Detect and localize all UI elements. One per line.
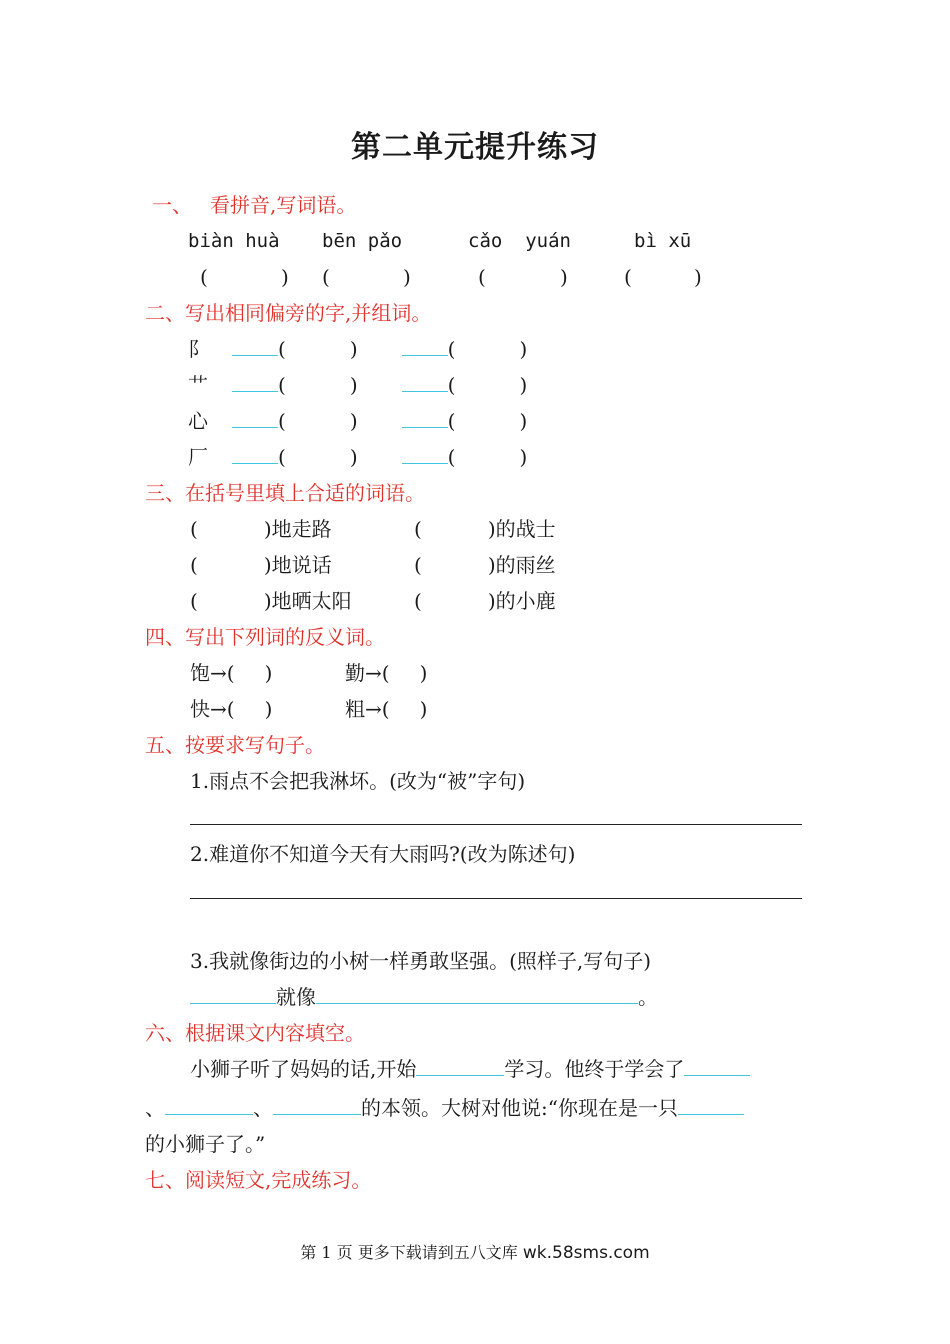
radical-label: 心	[188, 409, 208, 433]
fill-blank[interactable]	[232, 445, 278, 464]
fill-blank[interactable]	[402, 337, 448, 356]
passage-line-2	[145, 1096, 744, 1120]
phrase-left: 地说话	[271, 553, 332, 577]
paren-close: )	[263, 553, 272, 577]
section-1-number: 一、	[152, 193, 192, 217]
paren-close: )	[519, 373, 528, 397]
page-title: 第二单元提升练习	[351, 130, 599, 165]
radical-label: 阝	[188, 337, 208, 361]
passage-line-3: 的小狮子了。”	[145, 1132, 266, 1156]
answer-paren-4-close: )	[694, 265, 702, 289]
footer-site-link[interactable]: wk.58sms.com	[522, 1243, 650, 1263]
paren-close: )	[263, 517, 272, 541]
paren-close: )	[349, 373, 358, 397]
paren-open: (	[447, 337, 456, 361]
fill-row	[190, 553, 332, 577]
passage-text: 、	[253, 1096, 273, 1120]
paren-open: (	[414, 589, 422, 613]
fill-blank[interactable]	[165, 1096, 253, 1115]
paren-close: )	[263, 589, 272, 613]
paren-close: )	[419, 661, 428, 685]
section-6-heading: 六、根据课文内容填空。	[145, 1021, 365, 1045]
phrase-left: 地晒太阳	[271, 589, 352, 613]
antonym-word: 快→(	[190, 697, 235, 721]
passage-text: 、	[145, 1096, 165, 1120]
fill-blank[interactable]	[316, 985, 638, 1004]
answer-paren-2-close: )	[403, 265, 411, 289]
section-4-heading: 四、写出下列词的反义词。	[145, 625, 385, 649]
fill-blank[interactable]	[402, 409, 448, 428]
paren-close: )	[487, 589, 496, 613]
section-1-heading	[152, 193, 356, 217]
paren-open: (	[447, 373, 456, 397]
section-3-heading: 三、在括号里填上合适的词语。	[145, 481, 425, 505]
paren-open: (	[414, 553, 422, 577]
answer-line-2[interactable]	[190, 898, 802, 899]
paren-close: )	[349, 445, 358, 469]
pinyin-4: bì xū	[634, 230, 692, 252]
pattern-end: 。	[638, 985, 658, 1009]
fill-blank[interactable]	[684, 1057, 750, 1076]
answer-line-1[interactable]	[190, 824, 802, 825]
phrase-left: 地走路	[271, 517, 332, 541]
fill-blank[interactable]	[232, 409, 278, 428]
antonym-item	[345, 697, 427, 721]
fill-blank[interactable]	[190, 985, 276, 1004]
phrase-right: 的小鹿	[495, 589, 556, 613]
phrase-right: 的雨丝	[495, 553, 556, 577]
footer-page-text: 第 1 页 更多下载请到五八文库	[300, 1243, 518, 1262]
paren-open: (	[447, 409, 456, 433]
answer-paren-3-open: (	[478, 265, 486, 289]
passage-text: 学习。他终于学会了	[504, 1057, 685, 1081]
paren-open: (	[414, 517, 422, 541]
pinyin-2: bēn pǎo	[322, 230, 403, 252]
radical-label: 艹	[188, 373, 208, 397]
answer-paren-3-close: )	[560, 265, 568, 289]
fill-blank[interactable]	[402, 373, 448, 392]
paren-open: (	[278, 445, 286, 469]
fill-blank[interactable]	[678, 1096, 744, 1115]
question-3: 3.我就像街边的小树一样勇敢坚强。(照样子,写句子)	[190, 949, 652, 973]
paren-open: (	[190, 517, 198, 541]
paren-open: (	[190, 553, 198, 577]
paren-open: (	[447, 445, 456, 469]
section-2-heading: 二、写出相同偏旁的字,并组词。	[145, 301, 432, 325]
pattern-word: 就像	[276, 985, 316, 1009]
paren-close: )	[419, 697, 428, 721]
page-footer	[0, 1243, 950, 1263]
radical-label: 厂	[188, 445, 208, 469]
antonym-item	[190, 661, 272, 685]
paren-close: )	[519, 445, 528, 469]
answer-paren-1-open: (	[200, 265, 208, 289]
pinyin-3: cǎo yuán	[468, 230, 571, 252]
antonym-word: 粗→(	[345, 697, 390, 721]
passage-text: 的本领。大树对他说:“你现在是一只	[361, 1096, 678, 1120]
paren-close: )	[349, 337, 358, 361]
fill-row	[414, 553, 556, 577]
fill-row	[414, 589, 556, 613]
fill-blank[interactable]	[273, 1096, 361, 1115]
paren-close: )	[264, 661, 273, 685]
passage-text: 小狮子听了妈妈的话,开始	[190, 1057, 417, 1081]
radical-row	[188, 373, 527, 397]
antonym-word: 饱→(	[190, 661, 235, 685]
passage-line-1	[190, 1057, 750, 1081]
section-1-title: 看拼音,写词语。	[210, 193, 357, 217]
question-2: 2.难道你不知道今天有大雨吗?(改为陈述句)	[190, 842, 576, 866]
paren-close: )	[519, 337, 528, 361]
paren-close: )	[519, 409, 528, 433]
section-7-heading: 七、阅读短文,完成练习。	[145, 1168, 372, 1192]
answer-paren-1-close: )	[281, 265, 289, 289]
paren-open: (	[190, 589, 198, 613]
paren-open: (	[278, 373, 286, 397]
answer-paren-2-open: (	[322, 265, 330, 289]
fill-row	[190, 517, 332, 541]
antonym-word: 勤→(	[345, 661, 390, 685]
radical-row	[188, 409, 527, 433]
fill-blank[interactable]	[416, 1057, 504, 1076]
radical-row	[188, 337, 527, 361]
pinyin-1: biàn huà	[188, 230, 280, 252]
paren-close: )	[487, 553, 496, 577]
fill-row	[414, 517, 556, 541]
question-1: 1.雨点不会把我淋坏。(改为“被”字句)	[190, 769, 526, 793]
sentence-pattern-row	[190, 985, 658, 1009]
paren-close: )	[264, 697, 273, 721]
paren-close: )	[349, 409, 358, 433]
antonym-item	[345, 661, 427, 685]
phrase-right: 的战士	[495, 517, 556, 541]
fill-row	[190, 589, 352, 613]
paren-open: (	[278, 409, 286, 433]
section-5-heading: 五、按要求写句子。	[145, 733, 325, 757]
paren-open: (	[278, 337, 286, 361]
antonym-item	[190, 697, 272, 721]
fill-blank[interactable]	[232, 337, 278, 356]
fill-blank[interactable]	[232, 373, 278, 392]
paren-close: )	[487, 517, 496, 541]
fill-blank[interactable]	[402, 445, 448, 464]
answer-paren-4-open: (	[624, 265, 632, 289]
radical-row	[188, 445, 527, 469]
